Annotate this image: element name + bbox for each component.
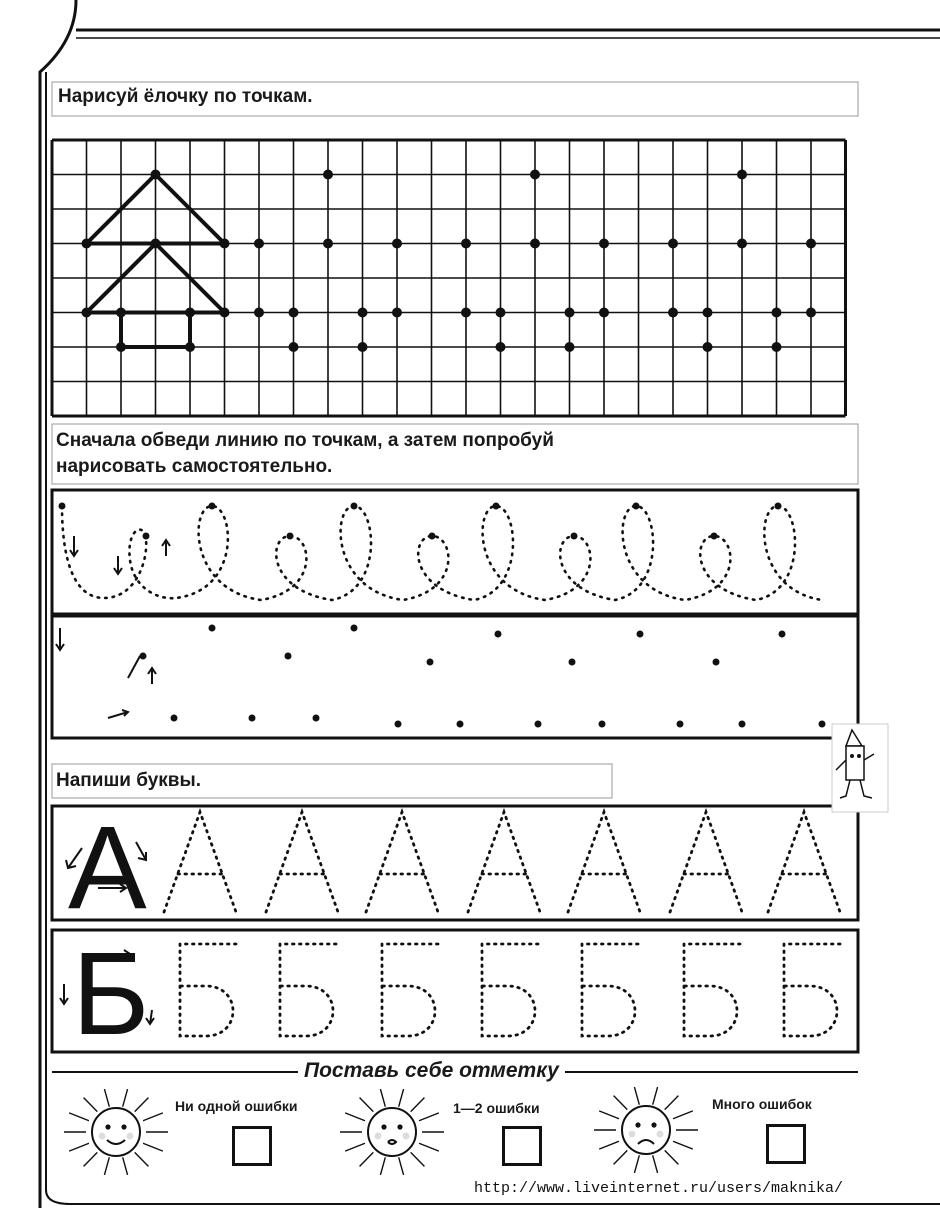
sun-ray [599,1111,619,1119]
letter-b-dotted [180,944,236,1036]
trace-loop-top-dot [429,533,436,540]
down-arrow-icon [56,628,64,650]
sun-ray [634,1155,639,1173]
tree-guide-dot [806,308,816,318]
grade-option-label-2: Много ошибок [712,1096,812,1112]
letter-row-b-frame [52,930,858,1052]
sample-tree-dot [151,170,161,180]
tree-guide-dot [358,308,368,318]
trace-loop-top-dot [775,503,782,510]
sun-ray [665,1096,679,1110]
letter-b-dotted [382,944,438,1036]
tree-guide-dot [461,239,471,249]
sun-eye [105,1124,110,1129]
tree-guide-dot [599,308,609,318]
task-trace-title-line1: Сначала обведи линию по точкам, а затем попробуй [56,430,554,451]
sun-eye [635,1122,640,1127]
tree-guide-dot [599,239,609,249]
sun-ray [411,1152,425,1166]
tree-guide-dot [461,308,471,318]
tree-guide-dot [254,308,264,318]
sample-tree-dot [151,239,161,249]
letter-a-dotted [366,812,438,912]
sun-ray [653,1155,658,1173]
sun-ray [665,1150,679,1164]
trace-loop-top-dot [633,503,640,510]
sun-eye [381,1124,386,1129]
tree-guide-dot [530,239,540,249]
trace-loops-dotted [62,506,822,600]
sun-neutral-icon [340,1089,444,1175]
sun-ray [69,1143,89,1151]
sample-tree-dot [220,308,230,318]
sample-tree-dot [220,239,230,249]
sun-eye [397,1124,402,1129]
trace-zigzag-dot [535,721,542,728]
sun-cheek [403,1133,410,1140]
sun-ray [69,1113,89,1121]
sun-ray [419,1143,439,1151]
sun-ray [599,1141,619,1149]
letter-row-a-frame [52,806,858,920]
tree-guide-dot [392,239,402,249]
trace-zigzag-dot [779,631,786,638]
trace-zigzag-dot [495,631,502,638]
tree-guide-dot [772,342,782,352]
dot-grid [52,140,846,416]
sun-eye [651,1122,656,1127]
sun-face [92,1108,140,1156]
sun-happy-icon [64,1089,168,1175]
sample-tree-dot [116,308,126,318]
sun-ray [634,1087,639,1105]
trace-zigzag-dot [140,653,147,660]
sun-cheek [629,1131,636,1138]
trace-loop-top-dot [711,533,718,540]
letter-a-dotted [768,812,840,912]
sun-cheek [99,1133,106,1140]
sun-ray [345,1143,365,1151]
task-tree-title: Нарисуй ёлочку по точкам. [58,86,313,107]
grade-title: Поставь себе отметку [298,1059,565,1083]
letter-a-sample: А [68,802,147,934]
sun-face [368,1108,416,1156]
sun-ray [104,1157,109,1175]
letter-a-dotted [468,812,540,912]
sun-ray [345,1113,365,1121]
tree-guide-dot [323,170,333,180]
sample-tree-dot [185,342,195,352]
letter-b-sample: Б [72,928,150,1060]
sun-ray [399,1089,404,1107]
sun-ray [84,1152,98,1166]
sample-tree-dot [116,342,126,352]
grade-checkbox-no-errors[interactable] [232,1126,272,1166]
sun-ray [399,1157,404,1175]
sun-ray [673,1111,693,1119]
tree-guide-dot [392,308,402,318]
trace-zigzag-dot [209,625,216,632]
zigzag-start-stroke-icon [128,656,156,684]
tree-guide-dot [496,342,506,352]
sun-ray [135,1152,149,1166]
task-trace-title-line2: нарисовать самостоятельно. [56,456,333,477]
trace-zigzag-dot [677,721,684,728]
tree-guide-dot [703,342,713,352]
tree-guide-dot [254,239,264,249]
sun-ray [123,1089,128,1107]
tree-guide-dot [530,170,540,180]
trace-zigzag-dot [313,715,320,722]
sun-ray [143,1143,163,1151]
trace-zigzag-dot [713,659,720,666]
trace-zigzag-dot [739,721,746,728]
trace-zigzag-dot [637,631,644,638]
pencil-mascot-icon [832,724,888,812]
tree-guide-dot [323,239,333,249]
tree-guide-dot [806,239,816,249]
grade-checkbox-many-errors[interactable] [766,1124,806,1164]
tree-guide-dot [668,308,678,318]
grade-option-label-1: 1—2 ошибки [453,1100,540,1116]
trace-zigzag-dot [249,715,256,722]
sun-ray [84,1098,98,1112]
stroke-arrow-icon [60,984,68,1004]
sun-ray [411,1098,425,1112]
zigzag-start-stroke-icon [108,710,128,718]
sample-tree-dot [82,239,92,249]
tree-guide-dot [565,308,575,318]
trace-zigzag-dot [427,659,434,666]
trace-loop-top-dot [209,503,216,510]
tree-guide-dot [772,308,782,318]
trace-loop-top-dot [493,503,500,510]
sun-ray [143,1113,163,1121]
letter-a-dotted [164,812,236,912]
sun-ray [673,1141,693,1149]
letter-a-dotted [670,812,742,912]
trace-zigzag-dot [599,721,606,728]
sun-ray [380,1157,385,1175]
sun-ray [419,1113,439,1121]
tree-guide-dot [289,308,299,318]
sun-ray [104,1089,109,1107]
trace-zigzag-dot [351,625,358,632]
trace-zigzag-dot [819,721,826,728]
tree-guide-dot [496,308,506,318]
sample-tree-dot [82,308,92,318]
trace-zigzag-dot [171,715,178,722]
sun-ray [653,1087,658,1105]
sun-cheek [127,1133,134,1140]
tree-guide-dot [737,239,747,249]
letter-b-dotted [784,944,840,1036]
sun-cheek [657,1131,664,1138]
trace-zigzag-dot [457,721,464,728]
task-letters-title: Напиши буквы. [56,770,201,791]
trace-loop-start-dot [59,503,66,510]
footer-url[interactable]: http://www.liveinternet.ru/users/maknika/ [474,1180,844,1197]
letter-a-dotted [568,812,640,912]
sun-ray [135,1098,149,1112]
sun-ray [614,1096,628,1110]
sun-ray [123,1157,128,1175]
trace-loop-top-dot [351,503,358,510]
tree-guide-dot [565,342,575,352]
sun-face [622,1106,670,1154]
sun-ray [614,1150,628,1164]
letter-b-dotted [582,944,638,1036]
letter-a-dotted [266,812,338,912]
trace-loop-top-dot [287,533,294,540]
trace-loop-start-dot [143,533,150,540]
page-frame [40,0,940,1208]
grade-checkbox-1-2-errors[interactable] [502,1126,542,1166]
trace-zigzag-dot [285,653,292,660]
letter-b-dotted [280,944,336,1036]
grade-option-label-0: Ни одной ошибки [175,1098,298,1114]
sample-tree-dot [185,308,195,318]
sun-ray [380,1089,385,1107]
letter-b-dotted [482,944,538,1036]
sun-cheek [375,1133,382,1140]
tree-guide-dot [358,342,368,352]
sun-eye [121,1124,126,1129]
tree-guide-dot [289,342,299,352]
tree-guide-dot [703,308,713,318]
sun-ray [360,1152,374,1166]
letter-b-dotted [684,944,740,1036]
trace-loop-top-dot [571,533,578,540]
tree-guide-dot [668,239,678,249]
sun-sad-icon [594,1087,698,1173]
sun-ray [360,1098,374,1112]
tree-guide-dot [737,170,747,180]
trace-zigzag-dot [395,721,402,728]
trace-zigzag-dot [569,659,576,666]
self-grade-suns [64,1087,698,1175]
